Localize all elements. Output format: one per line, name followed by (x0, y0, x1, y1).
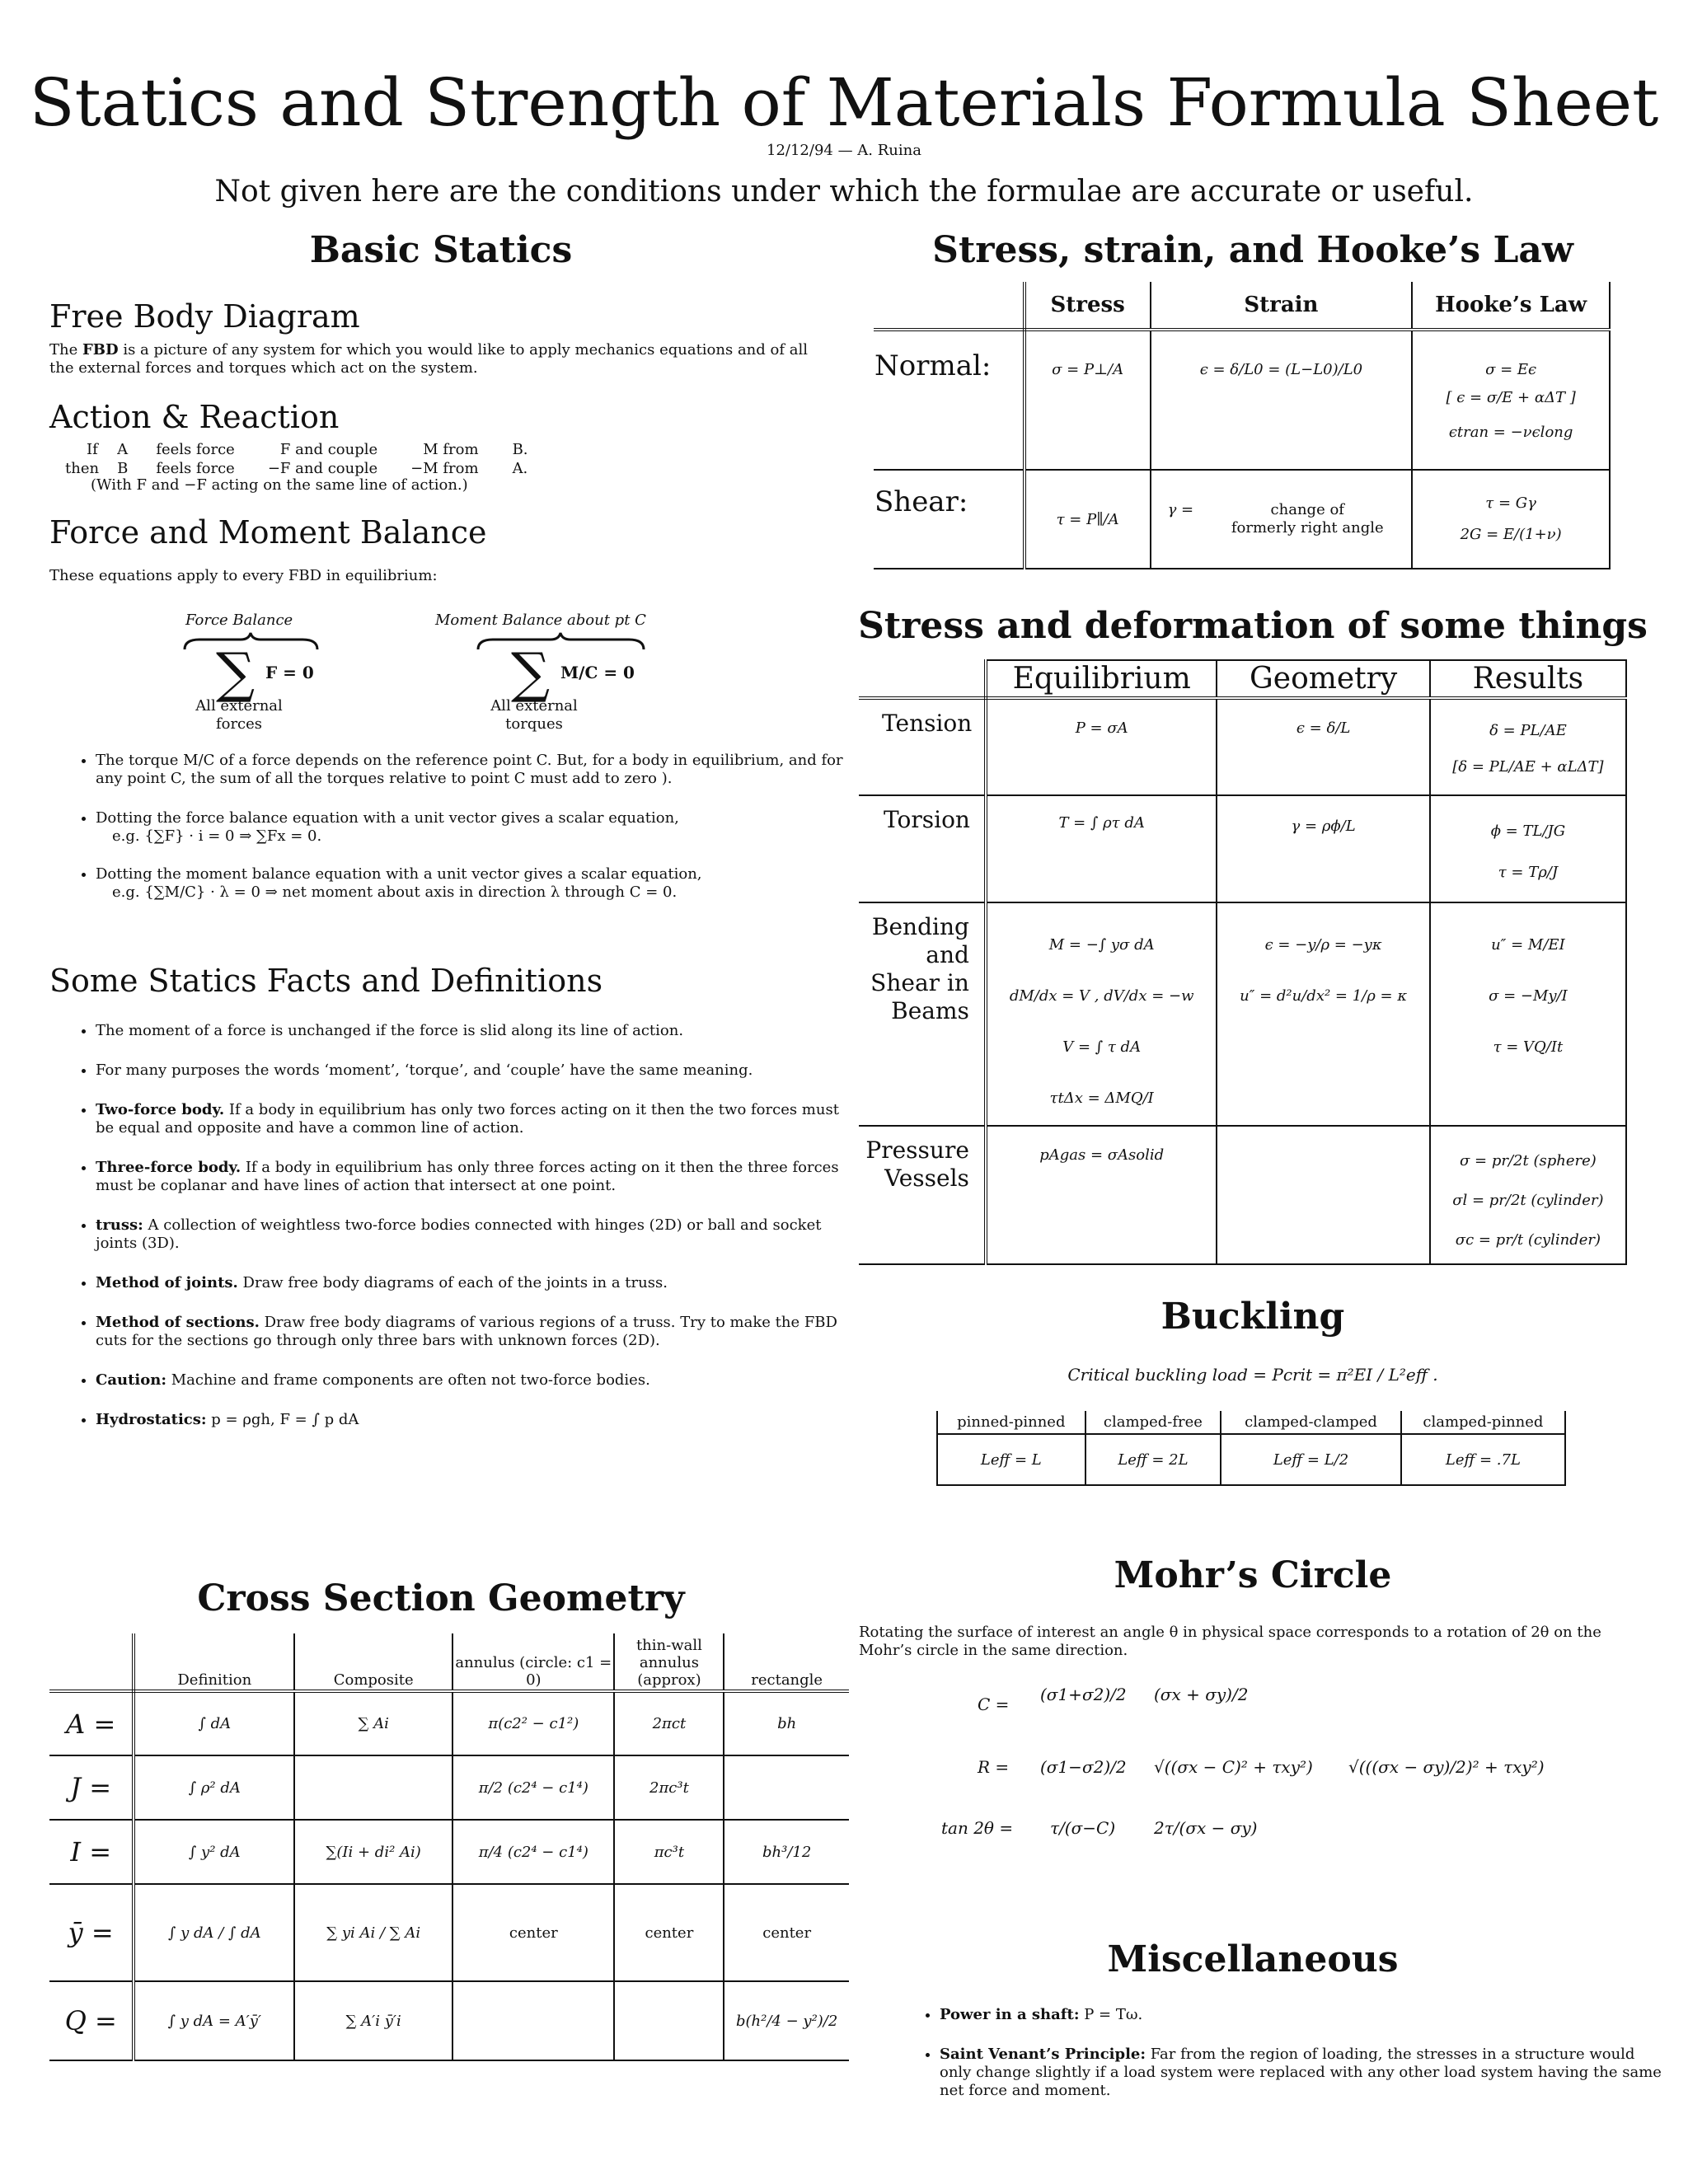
table-cell: π(c2² − c1²) (452, 1691, 614, 1755)
mohr-r-3: √(((σx − σy)/2)² + τxy²) (1348, 1757, 1545, 1777)
table-row (937, 1411, 1565, 1434)
header-cell: Definition (134, 1633, 294, 1691)
moment-balance-label: Moment Balance about pt C (435, 612, 646, 629)
row-label: Bending and Shear in Beams (859, 902, 986, 1126)
mohr-r-label: R = (978, 1757, 1010, 1777)
table-row (49, 1633, 849, 1691)
row-label: Torsion (859, 795, 986, 902)
row-label: ȳ = (49, 1884, 134, 1981)
ar-cell: feels force (156, 441, 235, 458)
cross-table (49, 1633, 849, 2061)
ar-cell: then (65, 460, 100, 477)
date-author: 12/12/94 — A. Ruina (767, 142, 921, 159)
list-item: • Dotting the moment balance equation with a unit vector gives a scalar equation, e.g. {∑M/C} · λ = 0 ⇒ net moment about axis in direction λ through C = 0. (96, 865, 854, 902)
statics-bullets (73, 752, 854, 923)
basic-statics-heading: Basic Statics (309, 229, 573, 271)
table-row (49, 1884, 849, 1981)
ar-cell: feels force (156, 460, 235, 477)
table-cell: center (452, 1884, 614, 1981)
ar-cell: −M from (410, 460, 479, 477)
table-cell: pAgas = σAsolid (986, 1126, 1217, 1264)
table-cell: Leff = L (937, 1434, 1085, 1485)
mohr-c-2: (σx + σy)/2 (1154, 1685, 1249, 1704)
table-cell (294, 1755, 452, 1820)
action-reaction-table (62, 440, 529, 478)
table-cell: γ = change of formerly right angle (1151, 470, 1413, 569)
header-cell: Composite (294, 1633, 452, 1691)
table-cell: bh³/12 (724, 1820, 849, 1884)
table-cell: π/2 (c2⁴ − c1⁴) (452, 1755, 614, 1820)
ar-cell: −F and couple (267, 460, 378, 477)
ar-cell: M from (423, 441, 479, 458)
all-external-forces: All external forces (195, 697, 283, 733)
header-cell (859, 660, 986, 698)
table-row (859, 660, 1626, 698)
table-cell: δ = PL/AE [δ = PL/AE + αLΔT] (1430, 698, 1626, 795)
buckling-text: Critical buckling load = Pcrit = π²EI / L²eff . (1067, 1365, 1438, 1385)
table-cell: M = −∫ yσ dA dM/dx = V , dV/dx = −w V = ∫ τ dA τtΔx = ΔMQ/I (986, 902, 1217, 1126)
row-label: J = (49, 1755, 134, 1820)
table-cell: ϵ = δ/L (1217, 698, 1429, 795)
row-label: Q = (49, 1981, 134, 2060)
misc-list (917, 2006, 1665, 2121)
table-cell: ∫ dA (134, 1691, 294, 1755)
table-cell: P = σA (986, 698, 1217, 795)
table-cell: bh (724, 1691, 849, 1755)
mohr-heading: Mohr’s Circle (1114, 1554, 1392, 1596)
header-cell (49, 1633, 134, 1691)
buckling-table (936, 1411, 1566, 1486)
table-cell: γ = ρϕ/L (1217, 795, 1429, 902)
ar-cell: B. (512, 441, 528, 458)
table-cell: σ = pr/2t (sphere) σl = pr/2t (cylinder) σc = pr/t (cylinder) (1430, 1126, 1626, 1264)
table-cell: ∫ y dA = A′ȳ′ (134, 1981, 294, 2060)
ar-cell: If (87, 441, 98, 458)
list-item: • Power in a shaft: P = Tω. (940, 2006, 1665, 2024)
fbd-heading: Free Body Diagram (49, 298, 360, 335)
list-item: • The moment of a force is unchanged if the force is slid along its line of action. (96, 1022, 854, 1040)
mohr-t-1: τ/(σ−C) (1050, 1818, 1116, 1838)
list-item: • truss: A collection of weightless two-force bodies connected with hinges (2D) or ball and socket joints (3D). (96, 1216, 854, 1253)
subtitle: Not given here are the conditions under which the formulae are accurate or useful. (214, 175, 1474, 209)
table-row (859, 698, 1626, 795)
row-label: Shear: (874, 470, 1025, 569)
mohr-t-label: tan 2θ = (941, 1818, 1014, 1838)
deform-table (859, 659, 1627, 1265)
hooke-table (874, 282, 1611, 569)
all-external-torques: All external torques (490, 697, 578, 733)
buckling-heading: Buckling (1160, 1296, 1345, 1338)
list-item: • Method of sections. Draw free body diagrams of various regions of a truss. Try to make the FBD cuts for the sections go through only three bars with unknown forces (2D). (96, 1314, 854, 1350)
table-cell: ϕ = TL/JG τ = Tρ/J (1430, 795, 1626, 902)
row-label: A = (49, 1691, 134, 1755)
moment-eq: M/C = 0 (560, 663, 635, 682)
mohr-text: Rotating the surface of interest an angle θ in physical space corresponds to a rotation of 2θ on the Mohr’s circle in the same direction. (859, 1624, 1601, 1659)
mohr-r-2: √((σx − C)² + τxy²) (1154, 1757, 1313, 1777)
table-cell: center (614, 1884, 724, 1981)
facts-heading: Some Statics Facts and Definitions (49, 963, 603, 999)
table-row (859, 902, 1626, 1126)
fbd-text: The FBD is a picture of any system for which you would like to apply mechanics equations and of all the external forces and torques which act on the system. (49, 341, 808, 377)
header-cell: Stress (1025, 282, 1151, 330)
table-cell: ∑ yi Ai / ∑ Ai (294, 1884, 452, 1981)
list-item: • Two-force body. If a body in equilibrium has only two forces acting on it then the two forces must be equal and opposite and have a common line of action. (96, 1101, 854, 1137)
ar-row (62, 459, 529, 478)
table-cell: τ = P∥/A (1025, 470, 1151, 569)
mohr-t-2: 2τ/(σx − σy) (1154, 1818, 1258, 1838)
header-cell: rectangle (724, 1633, 849, 1691)
facts-list (73, 1022, 854, 1451)
hooke-heading: Stress, strain, and Hooke’s Law (932, 229, 1573, 271)
table-cell: ϵ = δ/L0 = (L−L0)/L0 (1151, 330, 1413, 470)
table-row (49, 1820, 849, 1884)
action-reaction-heading: Action & Reaction (49, 399, 340, 435)
ar-note: (With F and −F acting on the same line of action.) (91, 476, 468, 494)
misc-heading: Miscellaneous (1107, 1938, 1399, 1980)
table-cell (452, 1981, 614, 2060)
mohr-c-label: C = (978, 1694, 1010, 1714)
table-row (49, 1755, 849, 1820)
table-cell: u″ = M/EI σ = −My/I τ = VQ/It (1430, 902, 1626, 1126)
table-row (937, 1434, 1565, 1485)
ar-cell: B (117, 460, 129, 477)
table-cell: center (724, 1884, 849, 1981)
table-row (49, 1981, 849, 2060)
table-cell: σ = Eϵ [ ϵ = σ/E + αΔT ] ϵtran = −νϵlong (1412, 330, 1610, 470)
sum-icon: ∑ (216, 641, 256, 705)
table-cell: Leff = .7L (1401, 1434, 1565, 1485)
table-cell: 2πct (614, 1691, 724, 1755)
row-label: I = (49, 1820, 134, 1884)
header-cell: Strain (1151, 282, 1413, 330)
table-row (859, 1126, 1626, 1264)
list-item: • Three-force body. If a body in equilibrium has only three forces acting on it then the three forces must be coplanar and have lines of action that intersect at one point. (96, 1159, 854, 1195)
row-label: Pressure Vessels (859, 1126, 986, 1264)
sum-icon: ∑ (511, 641, 551, 705)
table-cell: T = ∫ ρτ dA (986, 795, 1217, 902)
table-cell (1217, 1126, 1429, 1264)
ar-cell: F and couple (279, 441, 378, 458)
page-title: Statics and Strength of Materials Formula Sheet (29, 64, 1659, 141)
mohr-c-1: (σ1+σ2)/2 (1040, 1685, 1127, 1704)
cross-heading: Cross Section Geometry (197, 1577, 685, 1619)
table-cell: 2πc³t (614, 1755, 724, 1820)
table-cell: ∫ y dA / ∫ dA (134, 1884, 294, 1981)
table-cell: τ = Gγ 2G = E/(1+ν) (1412, 470, 1610, 569)
list-item: • For many purposes the words ‘moment’, ‘torque’, and ‘couple’ have the same meaning. (96, 1062, 854, 1080)
row-label: Tension (859, 698, 986, 795)
list-item: • Method of joints. Draw free body diagrams of each of the joints in a truss. (96, 1274, 854, 1292)
list-item: • The torque M/C of a force depends on the reference point C. But, for a body in equilibrium, and for any point C, the sum of all the torques relative to point C must add to zero ). (96, 752, 854, 788)
table-cell: ∫ ρ² dA (134, 1755, 294, 1820)
table-row (874, 282, 1610, 330)
table-cell: ∫ y² dA (134, 1820, 294, 1884)
header-cell: clamped-pinned (1401, 1411, 1565, 1434)
header-cell: thin-wall annulus (approx) (614, 1633, 724, 1691)
header-cell: Results (1430, 660, 1626, 698)
ar-cell: A. (512, 460, 528, 477)
table-cell (614, 1981, 724, 2060)
table-row (859, 795, 1626, 902)
header-cell: clamped-clamped (1221, 1411, 1401, 1434)
header-cell: annulus (circle: c1 = 0) (452, 1633, 614, 1691)
table-cell: πc³t (614, 1820, 724, 1884)
ar-row (62, 440, 529, 459)
force-balance-label: Force Balance (185, 612, 293, 629)
table-row (874, 330, 1610, 470)
header-cell: Geometry (1217, 660, 1429, 698)
ar-cell: A (117, 441, 129, 458)
list-item: • Hydrostatics: p = ρgh, F = ∫ p dA (96, 1411, 854, 1429)
force-eq: F = 0 (265, 663, 314, 682)
table-cell: σ = P⊥/A (1025, 330, 1151, 470)
deform-heading: Stress and deformation of some things (858, 605, 1648, 647)
header-cell: clamped-free (1085, 1411, 1221, 1434)
table-cell: Leff = L/2 (1221, 1434, 1401, 1485)
header-cell: pinned-pinned (937, 1411, 1085, 1434)
list-item: • Saint Venant’s Principle: Far from the region of loading, the stresses in a structure would only change slightly if a load system were replaced with any other load system having the same net force and moment. (940, 2046, 1665, 2100)
row-label: Normal: (874, 330, 1025, 470)
fm-text: These equations apply to every FBD in equilibrium: (49, 567, 438, 584)
table-cell: ∑(Ii + di² Ai) (294, 1820, 452, 1884)
table-cell: ϵ = −y/ρ = −yκ u″ = d²u/dx² = 1/ρ = κ (1217, 902, 1429, 1126)
list-item: • Dotting the force balance equation with a unit vector gives a scalar equation, e.g. {∑F} · i = 0 ⇒ ∑Fx = 0. (96, 809, 854, 846)
moment-brace-icon (476, 631, 645, 651)
table-row (874, 470, 1610, 569)
table-cell (724, 1755, 849, 1820)
table-row (49, 1691, 849, 1755)
header-cell (874, 282, 1025, 330)
table-cell: π/4 (c2⁴ − c1⁴) (452, 1820, 614, 1884)
mohr-r-1: (σ1−σ2)/2 (1040, 1757, 1127, 1777)
table-cell: ∑ A′i ȳ′i (294, 1981, 452, 2060)
list-item: • Caution: Machine and frame components are often not two-force bodies. (96, 1371, 854, 1390)
header-cell: Hooke’s Law (1412, 282, 1610, 330)
table-cell: ∑ Ai (294, 1691, 452, 1755)
force-moment-heading: Force and Moment Balance (49, 514, 487, 551)
header-cell: Equilibrium (986, 660, 1217, 698)
table-cell: Leff = 2L (1085, 1434, 1221, 1485)
table-cell: b(h²/4 − y²)/2 (724, 1981, 849, 2060)
